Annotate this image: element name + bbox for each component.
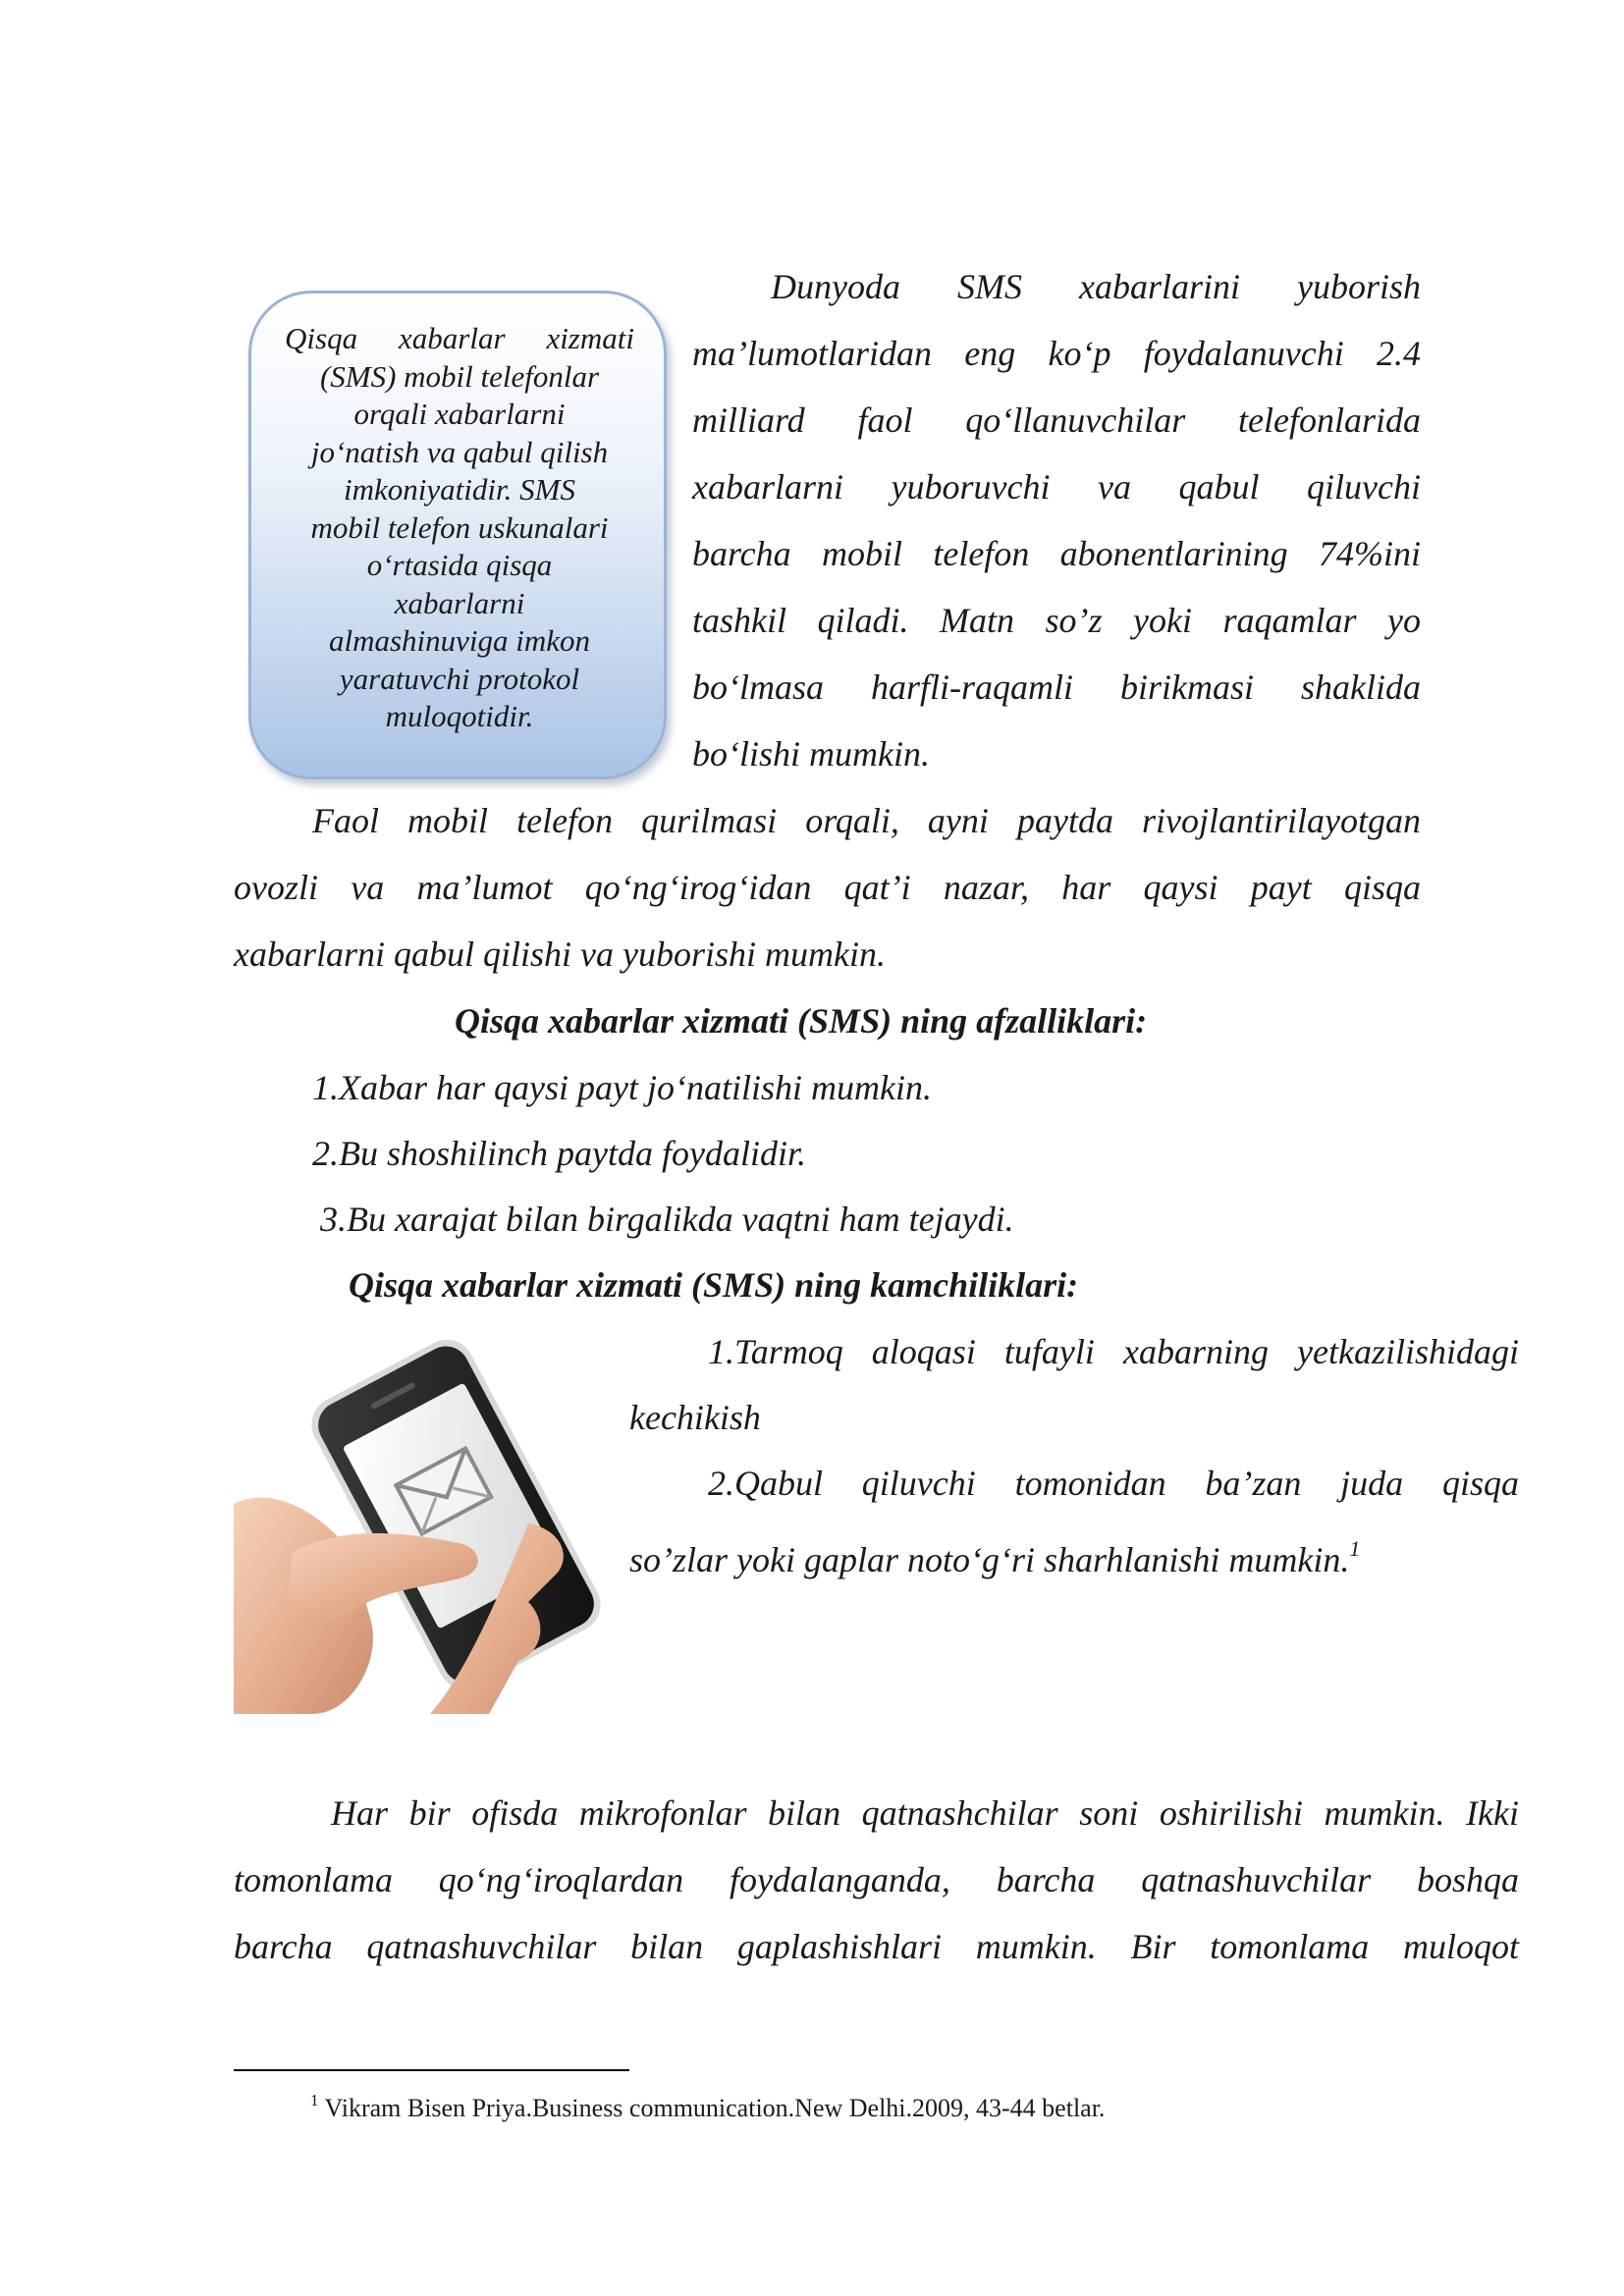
advantage-item: 2.Bu shoshilinch paytda foydalidir. bbox=[312, 1134, 806, 1173]
intro-line: ma’lumotlaridan eng ko‘p foydalanuvchi 2.4 bbox=[692, 334, 1421, 373]
advantage-item: 1.Xabar har qaysi payt jo‘natilishi mumkin. bbox=[312, 1068, 932, 1107]
callout-line: Qisqa xabarlar xizmati bbox=[285, 321, 634, 355]
bottom-line: Har bir ofisda mikrofonlar bilan qatnashchilar soni oshirilishi mumkin. Ikki bbox=[331, 1793, 1519, 1833]
callout-line: muloqotidir. bbox=[385, 699, 534, 733]
callout-line: jo‘natish va qabul qilish bbox=[310, 434, 609, 469]
disadvantage-line: 1.Tarmoq aloqasi tufayli xabarning yetkazilishidagi bbox=[708, 1332, 1519, 1371]
disadvantage-line bbox=[629, 1527, 1360, 1581]
intro-line: Dunyoda SMS xabarlarini yuborish bbox=[771, 267, 1421, 306]
definition-callout-text bbox=[285, 320, 634, 736]
footnote-separator bbox=[234, 2069, 629, 2071]
paragraph-line: xabarlarni qabul qilishi va yuborishi mumkin. bbox=[234, 934, 886, 974]
disadvantage-line-text: so’zlar yoki gaplar noto‘g‘ri sharhlanishi mumkin. bbox=[629, 1540, 1350, 1579]
callout-line: xabarlarni bbox=[394, 585, 525, 620]
intro-line: milliard faol qo‘llanuvchilar telefonlarida bbox=[692, 400, 1421, 440]
advantage-item: 3.Bu xarajat bilan birgalikda vaqtni ham tejaydi. bbox=[320, 1200, 1014, 1239]
callout-line: yaratuvchi protokol bbox=[339, 661, 580, 696]
callout-line: o‘rtasida qisqa bbox=[366, 548, 553, 582]
paragraph-line: Faol mobil telefon qurilmasi orqali, ayni paytda rivojlantirilayotgan bbox=[312, 801, 1421, 840]
intro-line: bo‘lishi mumkin. bbox=[692, 734, 930, 774]
intro-line: bo‘lmasa harfli-raqamli birikmasi shaklida bbox=[692, 667, 1421, 707]
callout-line: (SMS) mobil telefonlar bbox=[319, 358, 600, 394]
bottom-line: barcha qatnashuvchilar bilan gaplashishlari mumkin. Bir tomonlama muloqot bbox=[234, 1927, 1519, 1966]
intro-line: barcha mobil telefon abonentlarining 74%ini bbox=[692, 534, 1421, 573]
callout-line: imkoniyatidir. SMS bbox=[344, 472, 575, 507]
footnote-reference: 1 bbox=[1349, 1536, 1361, 1561]
disadvantages-heading: Qisqa xabarlar xizmati (SMS) ning kamchiliklari: bbox=[349, 1265, 1079, 1305]
callout-line: orqali xabarlarni bbox=[353, 397, 566, 431]
advantages-heading: Qisqa xabarlar xizmati (SMS) ning afzalliklari: bbox=[455, 1001, 1148, 1041]
callout-line: mobil telefon uskunalari bbox=[310, 509, 609, 545]
paragraph-line: ovozli va ma’lumot qo‘ng‘irog‘idan qat’i nazar, har qaysi payt qisqa bbox=[234, 868, 1421, 907]
disadvantage-line: 2.Qabul qiluvchi tomonidan ba’zan juda qisqa bbox=[708, 1464, 1519, 1503]
intro-line: tashkil qiladi. Matn so’z yoki raqamlar yo bbox=[692, 601, 1421, 640]
footnote-text: Vikram Bisen Priya.Business communication.New Delhi.2009, 43-44 betlar. bbox=[324, 2094, 1106, 2122]
hand-holding-phone-envelope-icon bbox=[234, 1327, 626, 1714]
intro-line: xabarlarni yuboruvchi va qabul qiluvchi bbox=[692, 467, 1421, 507]
bottom-line: tomonlama qo‘ng‘iroqlardan foydalanganda, barcha qatnashuvchilar boshqa bbox=[234, 1860, 1519, 1899]
callout-line: almashinuviga imkon bbox=[328, 623, 591, 658]
footnote-number: 1 bbox=[310, 2091, 319, 2109]
footnote bbox=[310, 2085, 1105, 2124]
disadvantage-line: kechikish bbox=[629, 1398, 761, 1437]
